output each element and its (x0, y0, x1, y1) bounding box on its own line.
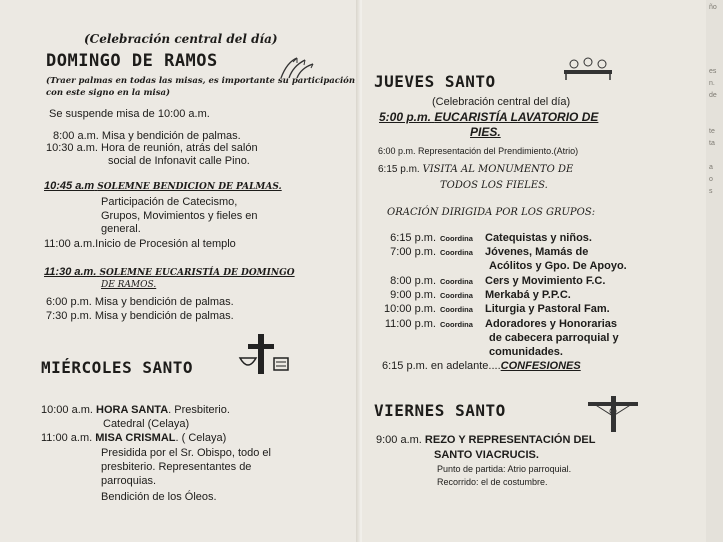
group-row (380, 289, 571, 301)
event2-title-2: DE RAMOS. (101, 280, 157, 290)
procession: 11:00 a.m.Inicio de Procesión al templo (44, 238, 236, 250)
desc: . ( Celaya) (175, 432, 227, 444)
ev1-title: EUCARISTÍA LAVATORIO DE (434, 110, 599, 124)
time: 9:00 p.m. (390, 289, 436, 301)
coordina-label: Coordina (440, 277, 473, 286)
fri-line (376, 434, 595, 446)
desc: Jóvenes, Mamás de (485, 246, 589, 258)
event1-desc-1: Participación de Catecismo, (101, 196, 238, 208)
time: 7:00 p.m. (390, 246, 436, 258)
supper-icon (560, 54, 616, 82)
desc: VISITA AL MONUMENTO DE (422, 164, 574, 175)
group-row (380, 346, 563, 358)
ev3-text-2: TODOS LOS FIELES. (440, 180, 548, 191)
desc: Adoradores y Honorarias (485, 318, 618, 330)
right-page (362, 0, 708, 542)
time: 6:15 p.m. (390, 232, 436, 244)
wed2-line-1: Presidida por el Sr. Obispo, todo el (101, 447, 271, 459)
desc: Cers y Movimiento F.C. (485, 275, 606, 287)
wed-row-1-cont: Catedral (Celaya) (103, 418, 190, 430)
desc: . Presbiterio. (168, 404, 230, 416)
desc: Liturgia y Pastoral Fam. (485, 303, 610, 315)
ev3-line (378, 164, 573, 175)
event1-desc-2: Grupos, Movimientos y fieles en (101, 210, 258, 222)
crucifix-icon (582, 394, 644, 434)
desc: Catequistas y niños. (485, 232, 592, 244)
event1-desc-3: general. (101, 223, 141, 235)
confesiones-title: CONFESIONES (500, 360, 581, 372)
sched-row (46, 142, 258, 154)
heading-miercoles-santo: MIÉRCOLES SANTO (41, 358, 193, 377)
right-subtitle: (Celebración central del día) (432, 96, 571, 108)
cross-chalice-icon (236, 332, 296, 378)
group-row (380, 275, 605, 287)
desc: Misa y bendición de palmas. (101, 130, 241, 142)
heading-viernes-santo: VIERNES SANTO (374, 401, 506, 420)
event1-title: SOLEMNE BENDICION DE PALMAS. (97, 182, 282, 192)
edge-fragment: o (709, 176, 713, 183)
time: 8:00 a.m. (53, 130, 99, 142)
time: 10:30 a.m. (46, 142, 98, 154)
desc: en adelante.... (430, 360, 501, 372)
time: 9:00 a.m. (376, 434, 422, 446)
time: 10:00 a.m. (41, 404, 93, 416)
left-subtitle: (Celebración central del día) (84, 32, 278, 46)
event2-time: 11:30 a.m. (44, 266, 97, 278)
coordina-label: Coordina (440, 320, 473, 329)
heading-domingo-ramos: DOMINGO DE RAMOS (46, 51, 218, 71)
group-row (380, 332, 619, 344)
after-line (382, 360, 581, 372)
fri-title-2: SANTO VIACRUCIS. (434, 449, 539, 461)
time: 6:15 p.m. (382, 360, 428, 372)
fri-route: Recorrido: el de costumbre. (437, 477, 548, 487)
wed2-line-3: parroquias. (101, 475, 157, 487)
ev2-line (378, 146, 578, 156)
sched-cont: social de Infonavit calle Pino. (108, 155, 250, 167)
edge-fragment: es (709, 68, 717, 75)
time: 6:00 p.m. (378, 146, 416, 156)
time: 6:00 p.m. (46, 296, 92, 308)
desc: comunidades. (489, 346, 563, 358)
edge-fragment: n. (709, 80, 715, 87)
wed-row-2 (41, 432, 226, 444)
fri-start: Punto de partida: Atrio parroquial. (437, 464, 572, 474)
group-row (380, 260, 627, 272)
prayer-heading: ORACIÓN DIRIGIDA POR LOS GRUPOS: (387, 207, 596, 218)
edge-fragment: de (709, 92, 717, 99)
wed2-line-4: Bendición de los Óleos. (101, 491, 217, 503)
ev1-line (379, 110, 598, 124)
desc: Merkabá y P.P.C. (485, 289, 571, 301)
group-row (380, 246, 588, 258)
desc: Acólitos y Gpo. De Apoyo. (489, 260, 627, 272)
suspend-note: Se suspende misa de 10:00 a.m. (49, 108, 210, 120)
wed2-title: MISA CRISMAL (95, 432, 176, 444)
time: 11:00 a.m. (41, 432, 93, 444)
time: 10:00 p.m. (384, 303, 436, 315)
group-row (380, 303, 610, 315)
event1-time: 10:45 a.m (44, 180, 95, 192)
desc: Hora de reunión, atrás del salón (101, 142, 258, 154)
ev1-time: 5:00 p.m. (379, 110, 432, 124)
wed1-title: HORA SANTA (96, 404, 169, 416)
coordina-label: Coordina (440, 291, 473, 300)
time: 11:00 p.m. (384, 318, 436, 330)
event2-line (44, 266, 295, 278)
desc: Misa y bendición de palmas. (94, 296, 234, 308)
time: 8:00 p.m. (390, 275, 436, 287)
heading-jueves-santo: JUEVES SANTO (374, 72, 496, 91)
edge-fragment: te (709, 128, 715, 135)
edge-fragment: s (709, 188, 713, 195)
group-row (380, 232, 592, 244)
event2-title: SOLEMNE EUCARISTÍA DE DOMINGO (99, 268, 295, 278)
desc: Representación del Prendimiento.(Atrio) (418, 146, 579, 156)
sched-row (53, 130, 241, 142)
coordina-label: Coordina (440, 234, 473, 243)
event1-line (44, 180, 282, 192)
sched-row (46, 310, 234, 322)
coordina-label: Coordina (440, 305, 473, 314)
note-line-1: (Traer palmas en todas las misas, es importante su participación (46, 76, 356, 86)
ev1-title-2: PIES. (470, 125, 501, 139)
wed-row-1 (41, 404, 230, 416)
fri-title: REZO Y REPRESENTACIÓN DEL (424, 434, 596, 446)
time: 6:15 p.m. (378, 164, 420, 175)
next-page-edge (706, 0, 723, 542)
edge-fragment: ta (709, 140, 715, 147)
group-row (380, 318, 617, 330)
desc: de cabecera parroquial y (489, 332, 619, 344)
edge-fragment: ño (709, 4, 717, 11)
sched-row (46, 296, 234, 308)
desc: Misa y bendición de palmas. (94, 310, 234, 322)
wed2-line-2: presbiterio. Representantes de (101, 461, 252, 473)
coordina-label: Coordina (440, 248, 473, 257)
edge-fragment: a (709, 164, 713, 171)
note-line-2: con este signo en la misa) (46, 88, 171, 98)
time: 7:30 p.m. (46, 310, 92, 322)
